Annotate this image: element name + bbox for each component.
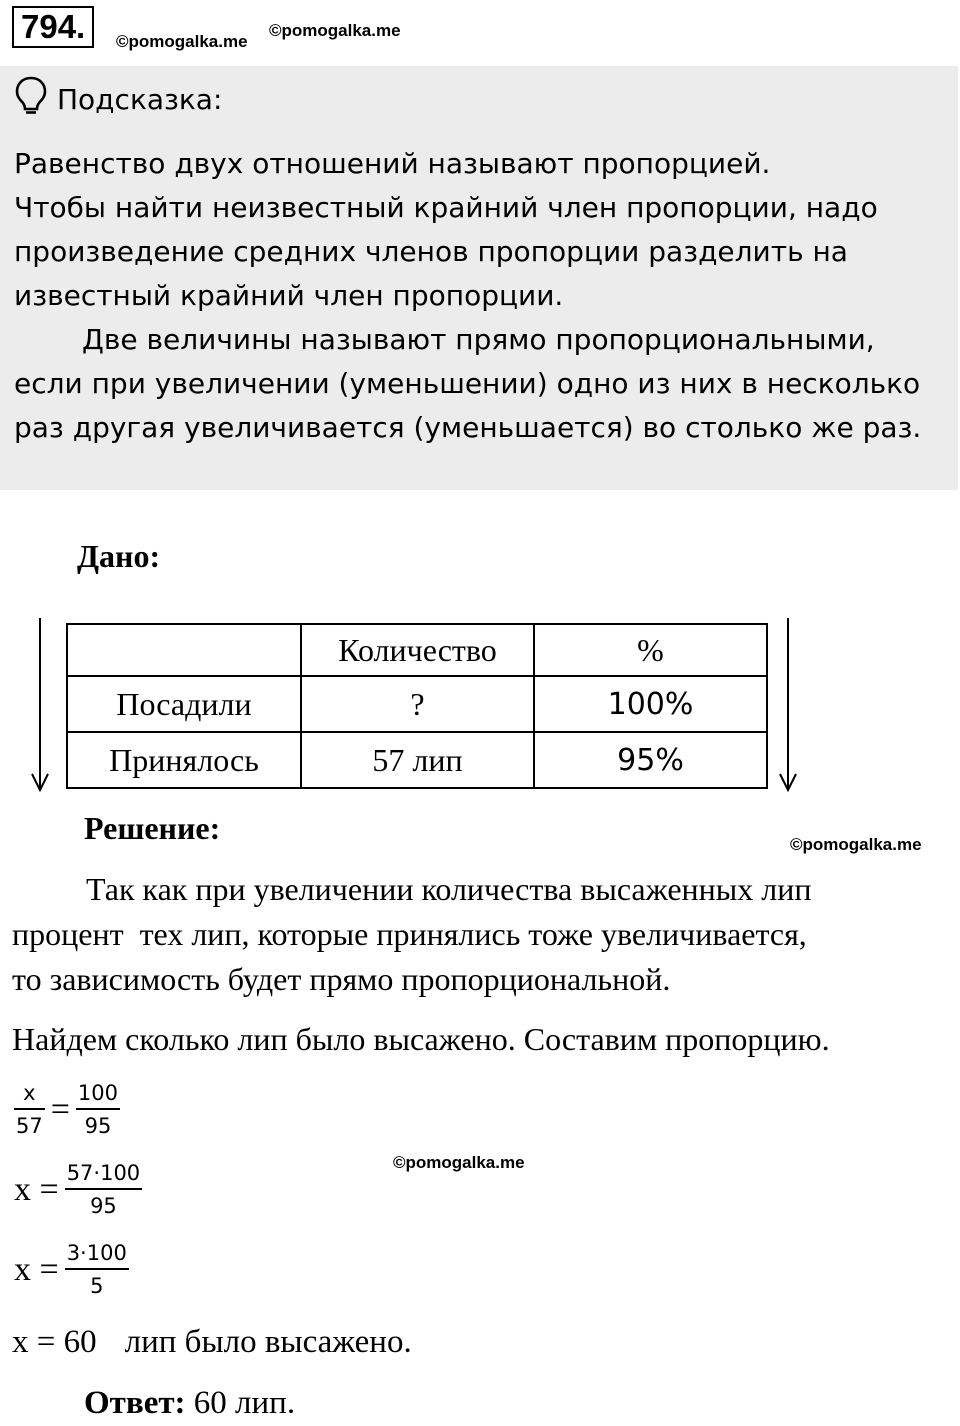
solution-title: Решение: bbox=[84, 810, 221, 846]
fraction bbox=[14, 1078, 45, 1142]
watermark: ©pomogalka.me bbox=[116, 32, 248, 51]
watermark: ©pomogalka.me bbox=[269, 21, 401, 40]
table-cell: Посадили bbox=[67, 676, 301, 732]
hint-line: Две величины называют прямо пропорциональными, bbox=[82, 323, 875, 356]
denominator: 95 bbox=[84, 1114, 112, 1138]
numerator: x bbox=[14, 1078, 45, 1110]
table-header-cell bbox=[67, 624, 301, 676]
solution-line: процент тех лип, которые принялись тоже увеличивается, bbox=[12, 916, 807, 952]
table-cell: 95% bbox=[534, 732, 767, 788]
result-text: лип было высажено. bbox=[124, 1324, 412, 1360]
watermark: ©pomogalka.me bbox=[393, 1153, 525, 1172]
hint-title: Подсказка: bbox=[57, 83, 223, 116]
fraction bbox=[76, 1078, 120, 1142]
hint-line: известный крайний член пропорции. bbox=[14, 279, 564, 312]
down-arrow-icon bbox=[28, 616, 52, 794]
result-line bbox=[12, 1320, 412, 1365]
fraction bbox=[65, 1158, 142, 1222]
answer bbox=[84, 1381, 295, 1426]
table-row bbox=[67, 676, 767, 732]
denominator: 57 bbox=[16, 1114, 43, 1138]
numerator: 57·100 bbox=[65, 1158, 142, 1190]
solution-line: Найдем сколько лип было высажено. Составим пропорцию. bbox=[12, 1021, 830, 1057]
given-title: Дано: bbox=[77, 538, 161, 574]
answer-value: 60 лип. bbox=[193, 1385, 296, 1421]
lightbulb-icon bbox=[15, 76, 47, 123]
hint-header bbox=[15, 76, 222, 123]
watermark: ©pomogalka.me bbox=[790, 835, 922, 854]
hint-line: произведение средних членов пропорции разделить на bbox=[14, 235, 848, 268]
table-cell: 57 лип bbox=[301, 732, 534, 788]
answer-label: Ответ: bbox=[84, 1385, 186, 1421]
hint-line: Чтобы найти неизвестный крайний член пропорции, надо bbox=[14, 191, 878, 224]
numerator: 3·100 bbox=[65, 1238, 129, 1270]
denominator: 5 bbox=[90, 1274, 104, 1298]
solution-paragraph bbox=[12, 867, 811, 1002]
hint-text bbox=[14, 142, 944, 450]
task-number: 794. bbox=[12, 6, 94, 48]
fraction bbox=[65, 1238, 129, 1302]
equals-sign: = bbox=[50, 1091, 70, 1128]
equation bbox=[14, 1238, 129, 1302]
down-arrow-icon bbox=[776, 616, 800, 794]
solution-line: Так как при увеличении количества высаженных лип bbox=[86, 871, 812, 907]
table-header-row bbox=[67, 624, 767, 676]
proportion-equation bbox=[14, 1078, 120, 1142]
equation bbox=[14, 1158, 142, 1222]
table-header-cell: Количество bbox=[301, 624, 534, 676]
table-header-cell: % bbox=[534, 624, 767, 676]
table-cell: 100% bbox=[534, 676, 767, 732]
hint-line: Равенство двух отношений называют пропорцией. bbox=[14, 147, 771, 180]
result-expression: x = 60 bbox=[12, 1324, 97, 1360]
equation-prefix: x = bbox=[14, 1171, 59, 1208]
table-cell: ? bbox=[301, 676, 534, 732]
table-cell: Принялось bbox=[67, 732, 301, 788]
hint-line: если при увеличении (уменьшении) одно из них в несколько bbox=[14, 367, 921, 400]
given-table bbox=[66, 623, 768, 789]
solution-line: то зависимость будет прямо пропорциональной. bbox=[12, 961, 671, 997]
table-row bbox=[67, 732, 767, 788]
denominator: 95 bbox=[90, 1194, 117, 1218]
numerator: 100 bbox=[76, 1078, 120, 1110]
equation-prefix: x = bbox=[14, 1251, 59, 1288]
hint-line: раз другая увеличивается (уменьшается) во столько же раз. bbox=[14, 411, 922, 444]
